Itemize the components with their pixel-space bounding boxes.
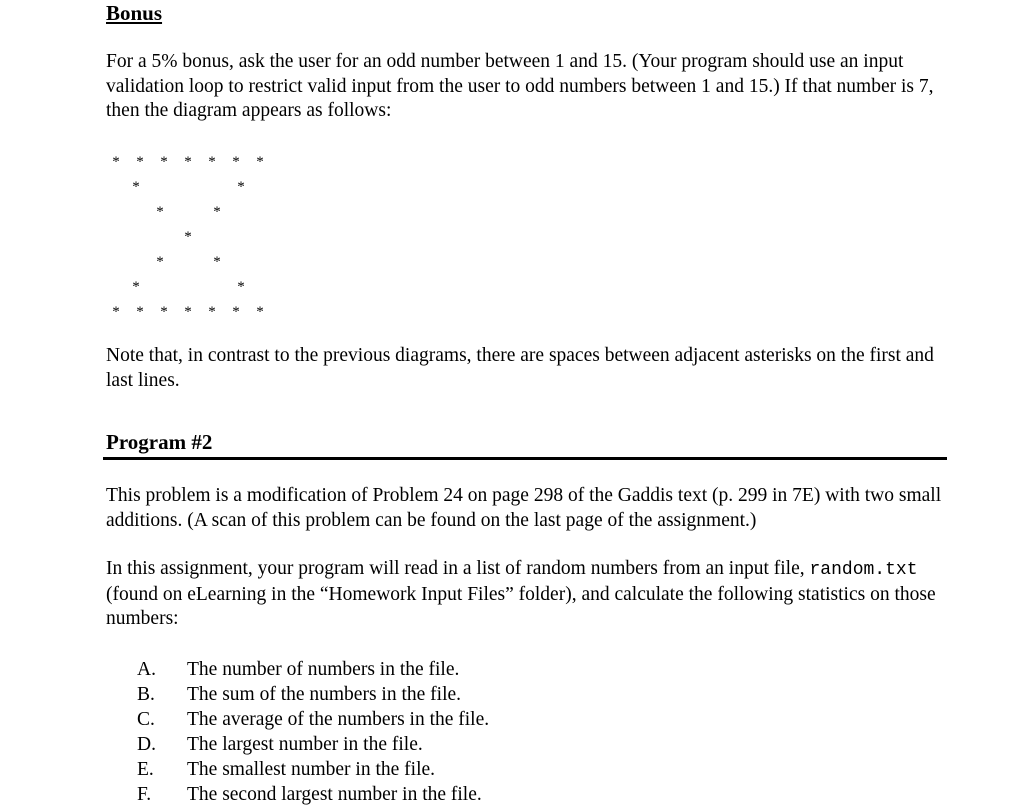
- list-item-letter: C.: [137, 709, 155, 730]
- program-2-heading: Program #2: [106, 430, 213, 454]
- diagram-star: *: [213, 204, 221, 220]
- program-2-intro-paragraph: This problem is a modification of Problem 24 on page 298 of the Gaddis text (p. 299 in 7E) with two small additions. (A scan of this problem can be found on the last page of the assignment.): [106, 485, 942, 531]
- list-item-text: The number of numbers in the file.: [187, 659, 460, 680]
- list-item: [137, 682, 489, 707]
- list-item-text: The smallest number in the file.: [187, 759, 436, 780]
- diagram-star: *: [213, 254, 221, 270]
- diagram-star: *: [256, 304, 264, 320]
- list-item-text: The largest number in the file.: [187, 734, 423, 755]
- diagram-star: *: [208, 304, 216, 320]
- list-item: [137, 707, 489, 732]
- diagram-star: *: [184, 229, 192, 245]
- program-2-task-paragraph: [106, 557, 956, 632]
- list-item-letter: D.: [137, 734, 156, 755]
- diagram-star: *: [237, 279, 245, 295]
- task-text-after: (found on eLearning in the “Homework Input Files” folder), and calculate the following statistics on those numbers:: [106, 583, 936, 629]
- diagram-star: *: [112, 154, 120, 170]
- diagram-star: *: [256, 154, 264, 170]
- diagram-star: *: [112, 304, 120, 320]
- list-item-text: The second largest number in the file.: [187, 784, 482, 805]
- bonus-intro-paragraph: For a 5% bonus, ask the user for an odd number between 1 and 15. (Your program should use an input validation loop to restrict valid input from the user to odd numbers between 1 and 15.) If that number is 7, then the diagram appears as follows:: [106, 51, 934, 121]
- diagram-star: *: [156, 204, 164, 220]
- list-item: [137, 757, 489, 782]
- diagram-note-paragraph: Note that, in contrast to the previous diagrams, there are spaces between adjacent asterisks on the first and last lines.: [106, 345, 934, 391]
- list-item: [137, 782, 489, 807]
- list-item-letter: E.: [137, 759, 154, 780]
- task-text-before: In this assignment, your program will read in a list of random numbers from an input file,: [106, 558, 810, 579]
- list-item: [137, 732, 489, 757]
- diagram-star: *: [184, 154, 192, 170]
- diagram-star: *: [136, 154, 144, 170]
- diagram-star: *: [136, 304, 144, 320]
- input-filename: random.txt: [809, 560, 918, 580]
- list-item-letter: F.: [137, 784, 152, 805]
- diagram-star: *: [184, 304, 192, 320]
- diagram-star: *: [208, 154, 216, 170]
- diagram-star: *: [232, 304, 240, 320]
- list-item-text: The average of the numbers in the file.: [187, 709, 490, 730]
- diagram-star: *: [232, 154, 240, 170]
- list-item: [137, 657, 489, 682]
- bonus-heading: Bonus: [106, 1, 163, 25]
- statistics-list: [137, 657, 489, 807]
- diagram-star: *: [160, 154, 168, 170]
- diagram-star: *: [132, 279, 140, 295]
- asterisk-diagram: [104, 147, 294, 320]
- list-item-text: The sum of the numbers in the file.: [187, 684, 462, 705]
- diagram-star: *: [237, 179, 245, 195]
- diagram-star: *: [156, 254, 164, 270]
- list-item-letter: A.: [137, 659, 156, 680]
- diagram-star: *: [160, 304, 168, 320]
- list-item-letter: B.: [137, 684, 155, 705]
- section-divider: [103, 457, 947, 460]
- diagram-star: *: [132, 179, 140, 195]
